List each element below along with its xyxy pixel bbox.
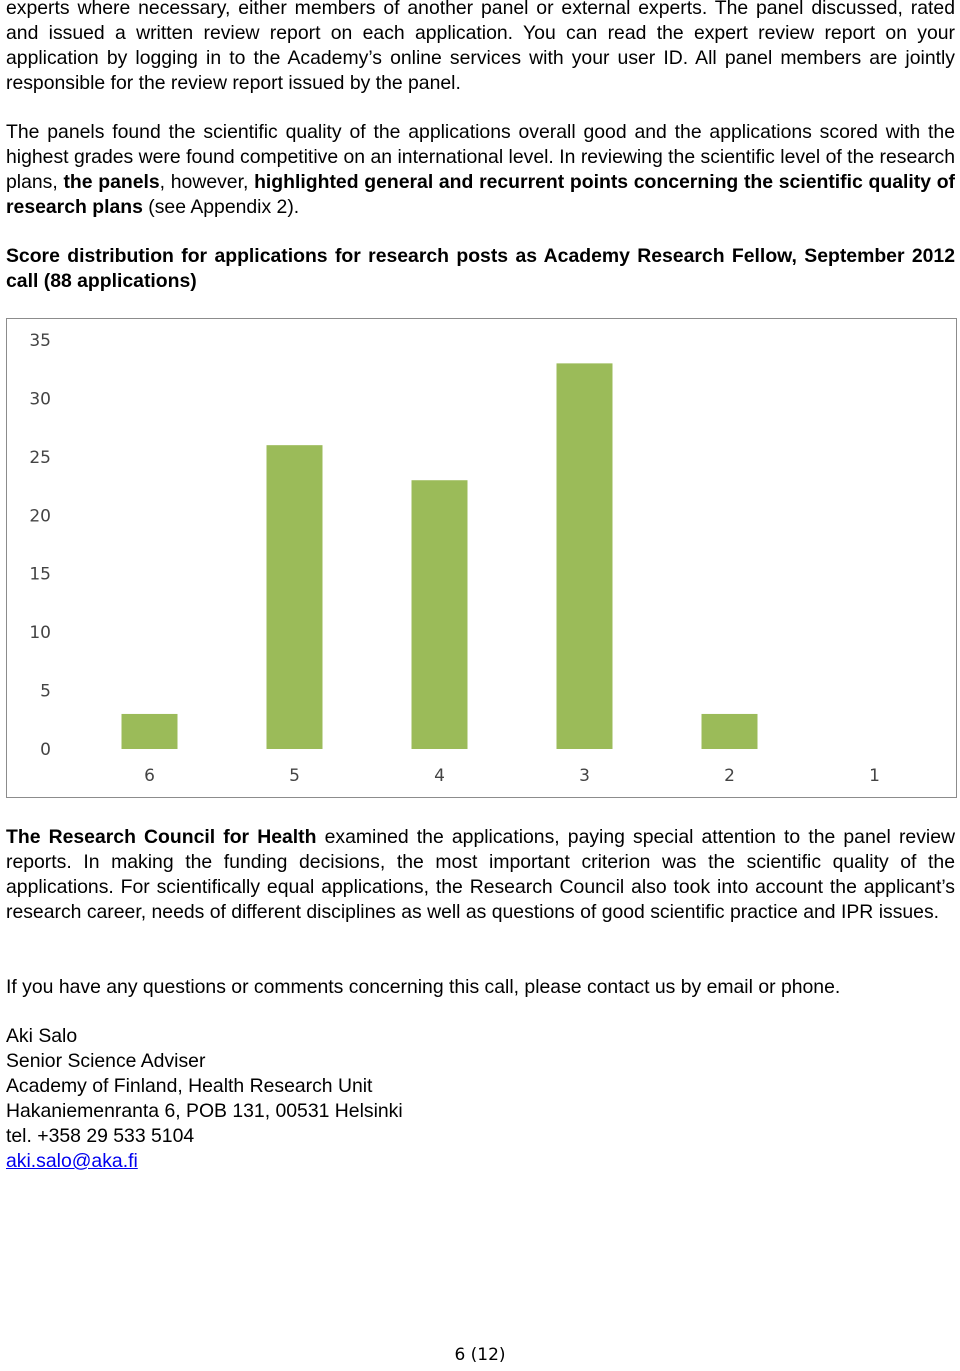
paragraph-text: The panels found the scientific quality of the applications overall good and the applications scored with the highest grades were found competitive on an international level. In reviewing the scientific level of the research plans, [6, 121, 955, 193]
y-tick-label: 35 [29, 331, 51, 351]
chart-canvas [7, 319, 956, 797]
signature-phone: tel. +358 29 533 5104 [6, 1125, 195, 1147]
y-tick-label: 30 [29, 389, 51, 410]
x-tick-label: 5 [289, 766, 300, 786]
x-tick-label: 2 [724, 766, 735, 786]
signature-block [6, 1024, 606, 1174]
paragraph-contact: If you have any questions or comments concerning this call, please contact us by email or phone. [6, 976, 841, 998]
x-tick-label: 4 [434, 766, 445, 786]
bar-score-6 [122, 714, 178, 749]
chart-heading: Score distribution for applications for research posts as Academy Research Fellow, September 2012 call (88 applications) [6, 245, 955, 292]
paragraph-text: examined the applications, paying special attention to the panel review reports. In making the funding decisions, the most important criterion was the scientific quality of the applications. For scientifically equal applications, the Research Council also took into account the applicant’s research career, needs of different disciplines as well as questions of good scientific practice and IPR issues. [6, 826, 955, 923]
bar-score-4 [412, 480, 468, 749]
signature-organization: Academy of Finland, Health Research Unit [6, 1075, 373, 1097]
paragraph-scientific-quality [6, 120, 955, 220]
y-tick-label: 0 [40, 740, 51, 760]
y-tick-label: 25 [29, 447, 51, 468]
y-tick-label: 10 [29, 623, 51, 644]
score-distribution-chart [6, 318, 957, 798]
paragraph-review-process: experts where necessary, either members of another panel or external experts. The panel discussed, rated and issued a written review report on each application. You can read the expert review report on your application by logging in to the Academy’s online services with your user ID. All panel members are jointly responsible for the review report issued by the panel. [6, 0, 955, 94]
x-tick-label: 1 [869, 766, 880, 786]
signature-email-link[interactable]: aki.salo@aka.fi [6, 1150, 138, 1172]
signature-name: Aki Salo [6, 1025, 78, 1047]
y-tick-label: 15 [29, 564, 51, 585]
y-tick-label: 5 [40, 681, 51, 702]
signature-address: Hakaniemenranta 6, POB 131, 00531 Helsinki [6, 1100, 403, 1122]
paragraph-text: , however, [159, 171, 255, 193]
paragraph-text: (see Appendix 2). [142, 196, 300, 218]
bold-phrase-recurrent-points: highlighted general and recurrent points concerning the scientific quality of research plans [6, 171, 955, 218]
bar-score-2 [702, 714, 758, 749]
page-number: 6 (12) [454, 1345, 506, 1365]
bar-score-5 [267, 445, 323, 749]
signature-title: Senior Science Adviser [6, 1050, 206, 1072]
bar-score-3 [557, 363, 613, 749]
x-tick-label: 3 [579, 766, 590, 786]
y-tick-label: 20 [29, 506, 51, 527]
x-tick-label: 6 [144, 766, 155, 786]
paragraph-research-council [6, 825, 955, 925]
bold-phrase-panels: the panels [63, 171, 160, 193]
bold-phrase-research-council: The Research Council for Health [6, 826, 317, 848]
